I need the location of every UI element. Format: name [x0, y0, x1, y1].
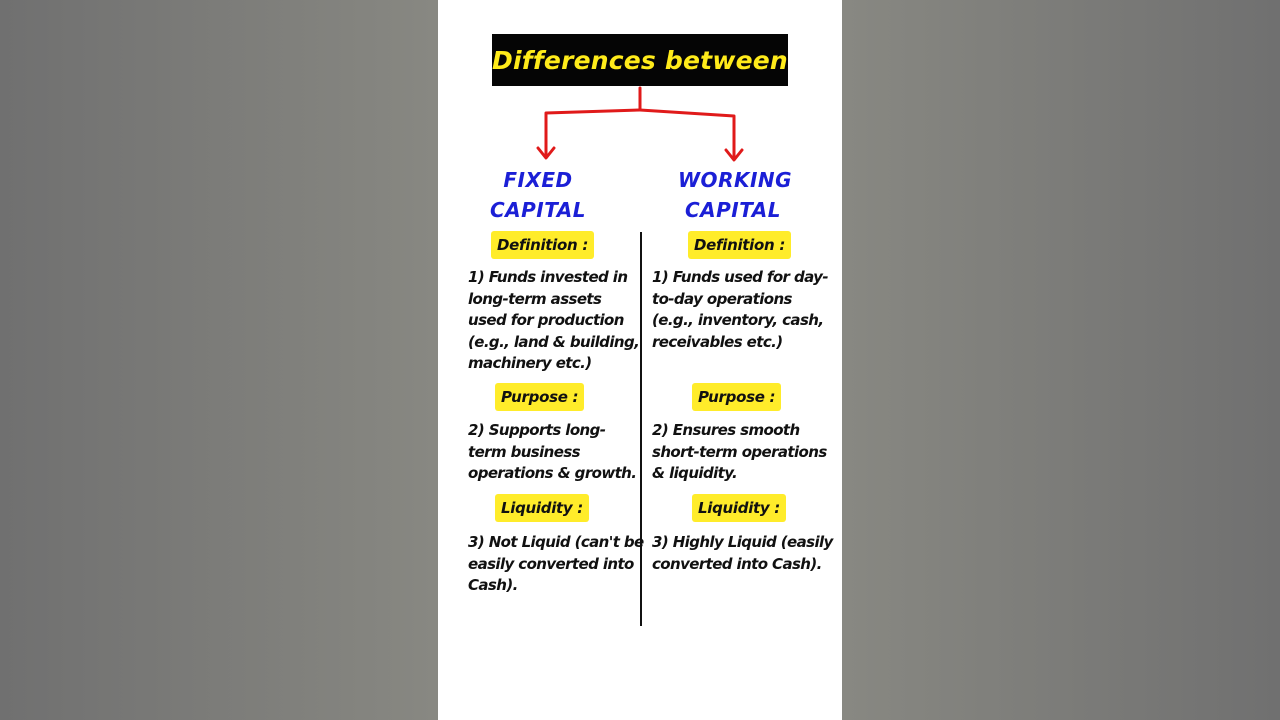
- text-line: (e.g., land & building,: [468, 332, 640, 351]
- text-line: 2) Ensures smooth: [652, 421, 800, 439]
- background-right: [842, 0, 1280, 720]
- text-line: Cash).: [468, 576, 518, 594]
- text-line: 1) Funds invested in: [468, 268, 628, 286]
- text-line: easily converted into: [468, 554, 634, 573]
- heading-fixed-capital: [488, 165, 588, 225]
- text-line: to-day operations: [652, 289, 792, 308]
- text-line: term business: [468, 442, 580, 461]
- heading-line: CAPITAL: [489, 198, 587, 222]
- background-left: [0, 0, 438, 720]
- arrow-branch-left: [546, 110, 640, 156]
- text-line: used for production: [468, 311, 624, 329]
- text-line: receivables etc.): [652, 332, 783, 351]
- left-liquidity-text: [468, 532, 648, 597]
- text-line: machinery etc.): [468, 354, 592, 372]
- text-line: short-term operations: [652, 442, 827, 461]
- text-line: long-term assets: [468, 289, 602, 308]
- left-definition-text: [468, 267, 648, 375]
- right-purpose-tag: Purpose :: [692, 383, 781, 411]
- heading-line: WORKING: [678, 168, 793, 192]
- text-line: (e.g., inventory, cash,: [652, 311, 824, 329]
- left-purpose-tag: Purpose :: [495, 383, 584, 411]
- text-line: 3) Not Liquid (can't be: [468, 533, 644, 551]
- right-definition-tag: Definition :: [688, 231, 791, 259]
- heading-line: CAPITAL: [684, 198, 782, 222]
- arrow-branch-right: [640, 110, 734, 158]
- text-line: converted into Cash).: [652, 554, 822, 573]
- right-definition-text: [652, 267, 832, 353]
- right-liquidity-text: [652, 532, 832, 575]
- infographic-card: [438, 0, 842, 720]
- heading-line: FIXED: [503, 168, 573, 192]
- text-line: 2) Supports long-: [468, 421, 606, 439]
- branch-arrows: [438, 0, 842, 180]
- heading-working-capital: [678, 165, 793, 225]
- right-liquidity-tag: Liquidity :: [692, 494, 786, 522]
- left-liquidity-tag: Liquidity :: [495, 494, 589, 522]
- text-line: 3) Highly Liquid (easily: [652, 533, 833, 551]
- text-line: 1) Funds used for day-: [652, 268, 828, 286]
- right-purpose-text: [652, 420, 832, 485]
- text-line: & liquidity.: [652, 464, 738, 482]
- text-line: operations & growth.: [468, 464, 637, 482]
- left-purpose-text: [468, 420, 648, 485]
- title: Differences between: [492, 45, 788, 75]
- left-definition-tag: Definition :: [491, 231, 594, 259]
